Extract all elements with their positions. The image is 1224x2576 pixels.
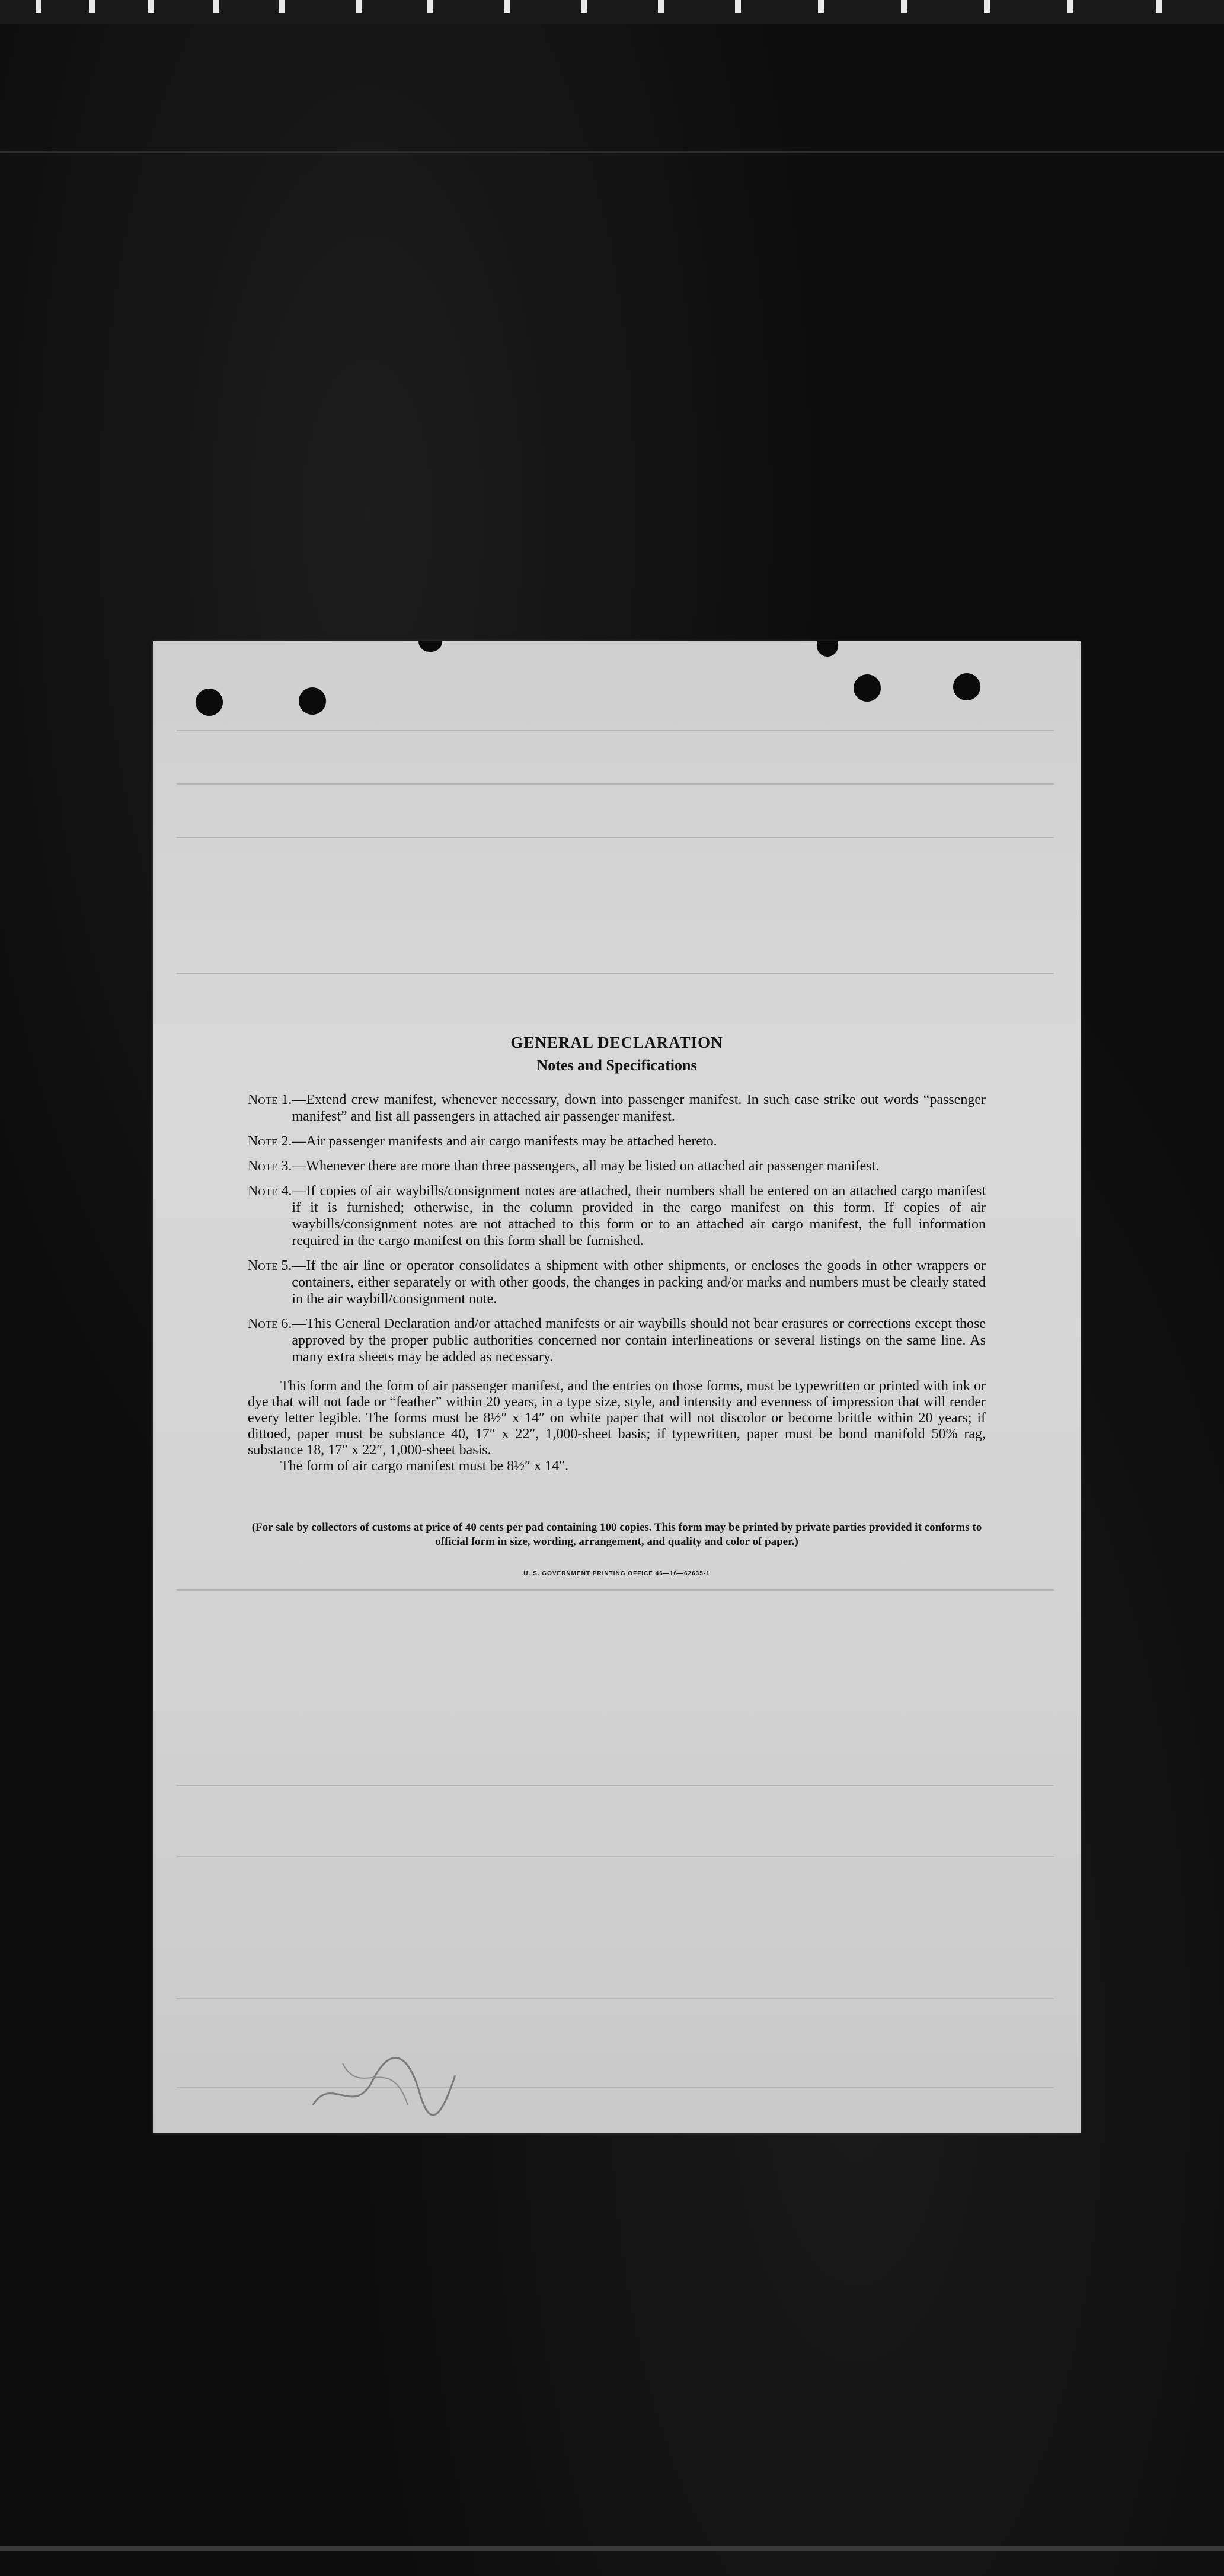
bleed-through-line — [177, 730, 1054, 731]
document-page — [153, 641, 1081, 2133]
film-tick — [356, 0, 362, 13]
note-4 — [248, 1183, 986, 1249]
note-text: —If the air line or operator consolidates a shipment with other shipments, or encloses the goods in other wrappers or containers, either separately or with other goods, the changes in packing and/or marks and numbers must be clearly stated in the air waybill/consignment note. — [292, 1258, 986, 1307]
punch-hole — [953, 673, 980, 700]
note-label: Note 2. — [248, 1134, 292, 1149]
notes-section — [248, 1032, 986, 1577]
film-tick — [279, 0, 285, 13]
bleed-through-line — [177, 1589, 1054, 1591]
note-text: —Air passenger manifests and air cargo manifests may be attached hereto. — [292, 1134, 717, 1149]
printer-line: U. S. GOVERNMENT PRINTING OFFICE 46—16—62635-1 — [523, 1570, 710, 1577]
film-tick — [504, 0, 510, 13]
note-1 — [248, 1092, 986, 1125]
cargo-manifest-size-line: The form of air cargo manifest must be 8½″ x 14″. — [280, 1458, 569, 1474]
bleed-through-line — [177, 1998, 1054, 1999]
note-label: Note 3. — [248, 1159, 292, 1174]
film-tick — [148, 0, 154, 13]
film-tick — [1156, 0, 1162, 13]
note-text: —Whenever there are more than three passengers, all may be listed on attached air passenger manifest. — [292, 1159, 880, 1174]
note-label: Note 6. — [248, 1316, 292, 1332]
film-tick — [1067, 0, 1073, 13]
bleed-through-line — [177, 837, 1054, 838]
film-tick — [984, 0, 990, 13]
bleed-through-line — [177, 783, 1054, 785]
film-bottom-rule — [0, 2546, 1224, 2551]
film-tick — [901, 0, 907, 13]
film-tick — [89, 0, 95, 13]
bleed-through-line — [177, 973, 1054, 974]
paper-tear — [418, 641, 442, 652]
film-tick — [658, 0, 664, 13]
note-label: Note 5. — [248, 1258, 292, 1273]
film-tick — [818, 0, 824, 13]
bleed-through-line — [177, 1856, 1054, 1857]
film-rule — [0, 151, 1224, 153]
film-tick — [735, 0, 741, 13]
note-6 — [248, 1316, 986, 1365]
note-text: —This General Declaration and/or attached manifests or air waybills should not bear erasures or corrections except those approved by the proper public authorities concerned nor contain interlineations or several listings on the same line. As many extra sheets may be added as necessary. — [292, 1316, 986, 1365]
note-text: —If copies of air waybills/consignment notes are attached, their numbers shall be entered on an attached cargo manifest if it is furnished; otherwise, in the column provided in the cargo manifest on this form. If copies of air waybills/consignment notes are not attached to this form or to an attached air cargo manifest, the full information required in the cargo manifest on this form shall be furnished. — [292, 1183, 986, 1249]
punch-hole — [299, 687, 326, 715]
note-2 — [248, 1133, 986, 1150]
film-tick — [427, 0, 433, 13]
note-5 — [248, 1257, 986, 1307]
document-subtitle: Notes and Specifications — [536, 1057, 697, 1074]
film-tick — [213, 0, 219, 13]
note-label: Note 4. — [248, 1183, 292, 1199]
form-specifications-paragraph: This form and the form of air passenger manifest, and the entries on those forms, must be typewritten or printed with ink or dye that will not fade or “feather” within 20 years, in a type size, style, and intensity and evenness of impression that will render every letter legible. The forms must be 8½″ x 14″ on white paper that will not discolor or become brittle within 20 years; if dittoed, paper must be substance 40, 17″ x 22″, 1,000-sheet basis; if typewritten, paper must be bond manifold 50% rag, substance 18, 17″ x 22″, 1,000-sheet basis. — [248, 1378, 986, 1458]
sale-notice: (For sale by collectors of customs at price of 40 cents per pad containing 100 copies. This form may be printed by private parties provided it conforms to official form in size, wording, arrangement, and quality and color of paper.) — [251, 1521, 982, 1548]
film-edge-marks — [0, 0, 1224, 24]
film-tick — [36, 0, 41, 13]
punch-hole — [196, 689, 223, 716]
note-text: —Extend crew manifest, whenever necessary, down into passenger manifest. In such case strike out words “passenger manifest” and list all passengers in attached air passenger manifest. — [292, 1092, 986, 1124]
note-label: Note 1. — [248, 1092, 292, 1108]
film-tick — [581, 0, 587, 13]
document-title: GENERAL DECLARATION — [510, 1033, 723, 1051]
paper-tear — [817, 641, 838, 657]
signature-bleed-through — [307, 2040, 461, 2123]
note-3 — [248, 1158, 986, 1175]
bleed-through-line — [177, 1785, 1054, 1786]
punch-hole — [854, 674, 881, 702]
